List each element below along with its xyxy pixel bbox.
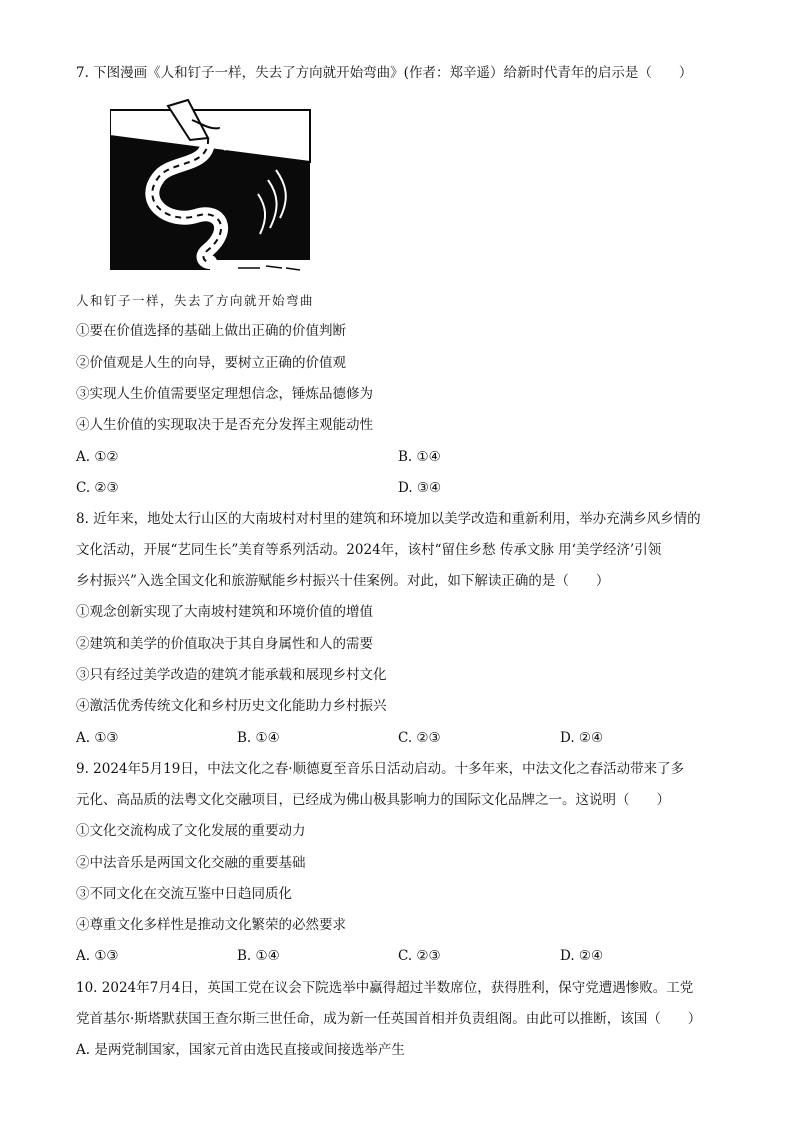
q9-item-3: ③不同文化在交流互鉴中日趋同质化	[76, 886, 292, 902]
q8-item-1: ①观念创新实现了大南坡村建筑和环境价值的增值	[76, 604, 373, 620]
q9-item-4: ④尊重文化多样性是推动文化繁荣的必然要求	[76, 917, 346, 933]
q7-option-d: D. ③④	[398, 480, 442, 496]
q10-option-a: A. 是两党制国家，国家元首由选民直接或间接选举产生	[76, 1042, 405, 1058]
q8-option-b: B. ①④	[237, 730, 280, 746]
q9-line-2: 元化、高品质的法粤文化交融项目，已经成为佛山极具影响力的国际文化品牌之一。这说明（ ）	[76, 792, 670, 808]
q9-item-1: ①文化交流构成了文化发展的重要动力	[76, 823, 306, 839]
q9-option-b: B. ①④	[237, 948, 280, 964]
q7-item-2: ②价值观是人生的向导，要树立正确的价值观	[76, 355, 346, 371]
q7-option-a: A. ①②	[76, 449, 119, 465]
q9-option-a: A. ①③	[76, 948, 119, 964]
q7-item-3: ③实现人生价值需要坚定理想信念，锤炼品德修为	[76, 386, 373, 402]
q8-line-1: 8. 近年来，地处太行山区的大南坡村对村里的建筑和环境加以美学改造和重新利用，举办充满乡风乡情的	[76, 511, 701, 527]
q8-option-d: D. ②④	[560, 730, 604, 746]
q9-option-c: C. ②③	[398, 948, 441, 964]
q7-option-b: B. ①④	[398, 449, 441, 465]
q10-line-2: 党首基尔·斯塔默获国王查尔斯三世任命，成为新一任英国首相并负责组阁。由此可以推断，该国（ ）	[76, 1011, 702, 1027]
cartoon-caption: 人和钉子一样，失去了方向就开始弯曲	[76, 293, 315, 308]
q7-item-4: ④人生价值的实现取决于是否充分发挥主观能动性	[76, 417, 373, 433]
q8-item-4: ④激活优秀传统文化和乡村历史文化能助力乡村振兴	[76, 698, 387, 714]
q9-option-d: D. ②④	[560, 948, 604, 964]
q8-line-3: 乡村振兴”入选全国文化和旅游赋能乡村振兴十佳案例。对此，如下解读正确的是（ ）	[76, 573, 610, 589]
q7-item-1: ①要在价值选择的基础上做出正确的价值判断	[76, 323, 346, 339]
q9-item-2: ②中法音乐是两国文化交融的重要基础	[76, 855, 306, 871]
cartoon-image	[110, 98, 312, 276]
q8-option-a: A. ①③	[76, 730, 119, 746]
q10-line-1: 10. 2024年7月4日，英国工党在议会下院选举中赢得超过半数席位，获得胜利，保守党遭遇惨败。工党	[76, 980, 694, 996]
q9-line-1: 9. 2024年5月19日，中法文化之春·顺德夏至音乐日活动启动。十多年来，中法文化之春活动带来了多	[76, 761, 685, 777]
q7-stem: 7. 下图漫画《人和钉子一样，失去了方向就开始弯曲》(作者：郑辛遥）给新时代青年的启示是（ ）	[76, 65, 693, 81]
q7-option-c: C. ②③	[76, 480, 119, 496]
q8-option-c: C. ②③	[398, 730, 441, 746]
q8-item-3: ③只有经过美学改造的建筑才能承载和展现乡村文化	[76, 667, 387, 683]
q8-item-2: ②建筑和美学的价值取决于其自身属性和人的需要	[76, 636, 373, 652]
q8-line-2: 文化活动，开展“艺同生长”美育等系列活动。2024年，该村“留住乡愁 传承文脉 用‘美学经济’引领	[76, 542, 662, 558]
